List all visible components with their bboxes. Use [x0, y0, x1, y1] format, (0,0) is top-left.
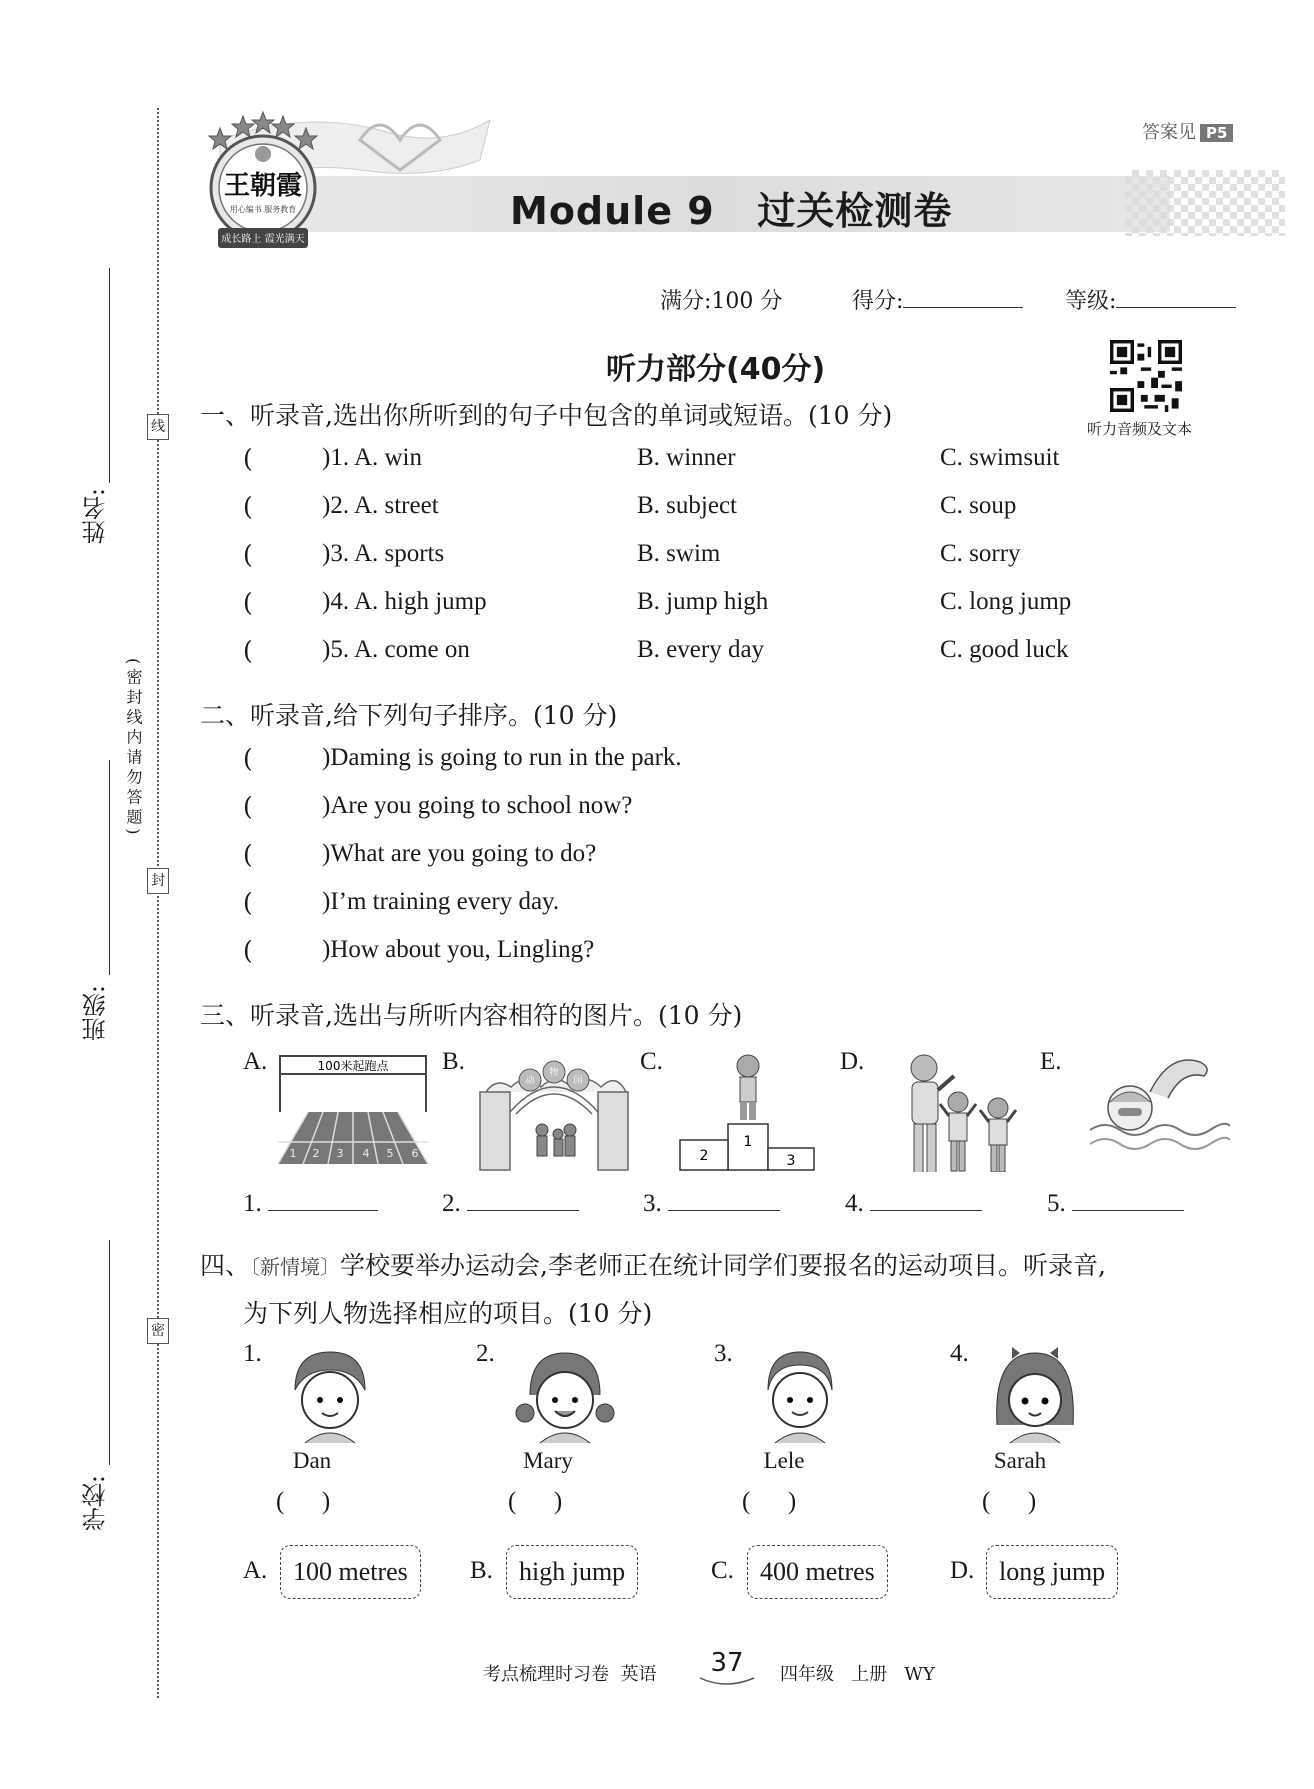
- zoo-gate-picture: [476, 1052, 632, 1172]
- option-a: )1. A. win: [322, 444, 422, 471]
- option-b: B. subject: [637, 492, 737, 519]
- person-number: 4.: [950, 1340, 969, 1367]
- lane-3: 3: [336, 1147, 344, 1160]
- option-b: B. every day: [637, 636, 765, 663]
- answer-paren[interactable]: (: [243, 936, 253, 965]
- person-name: Mary: [523, 1448, 573, 1473]
- part3-title: 三、听录音,选出与所听内容相符的图片。(10 分): [200, 1001, 743, 1030]
- person-name: Dan: [292, 1448, 332, 1473]
- part3-answer-4[interactable]: [845, 1190, 982, 1218]
- podium-picture: [678, 1052, 818, 1172]
- option-c: C. long jump: [940, 588, 1072, 615]
- answer-paren[interactable]: (: [243, 888, 253, 917]
- boy-face-icon: [740, 1345, 850, 1445]
- choice-letter-d: D.: [950, 1557, 975, 1584]
- choice-letter-c: C.: [711, 1557, 734, 1584]
- choice-letter-a: A.: [243, 1557, 268, 1584]
- page-number-underline: [698, 1676, 756, 1688]
- sentence: )Are you going to school now?: [322, 792, 633, 819]
- binding-char-seal: 封: [147, 868, 169, 894]
- score-field[interactable]: [852, 284, 1023, 315]
- name-field[interactable]: [109, 268, 110, 483]
- sentence: )What are you going to do?: [322, 840, 597, 867]
- option-c: C. good luck: [940, 636, 1069, 663]
- lane-2: 2: [312, 1147, 320, 1160]
- picture-letter-e: E.: [1040, 1048, 1062, 1075]
- lane-6: 6: [411, 1147, 419, 1160]
- page-title: Module 9 过关检测卷: [510, 189, 953, 233]
- answer-page-badge: P5: [1200, 124, 1233, 142]
- name-label: 姓名:: [82, 488, 110, 545]
- svg-text:动: 动: [525, 1076, 535, 1086]
- logo-banner-text: 成长路上 霞光满天: [221, 234, 305, 245]
- answer-paren[interactable]: ( ): [276, 1488, 331, 1515]
- lane-5: 5: [386, 1147, 394, 1160]
- qr-caption: 听力音频及文本: [1087, 420, 1193, 438]
- part2-title: 二、听录音,给下列句子排序。(10 分): [200, 701, 618, 730]
- option-a: )5. A. come on: [322, 636, 470, 663]
- qr-code-icon[interactable]: [1110, 340, 1182, 412]
- binding-char-line: 线: [147, 414, 169, 440]
- answer-number: 3.: [643, 1190, 662, 1217]
- grade-field[interactable]: [1065, 284, 1236, 315]
- choice-400-metres[interactable]: 400 metres: [747, 1545, 888, 1599]
- option-b: B. winner: [637, 444, 736, 471]
- sentence: )How about you, Lingling?: [322, 936, 595, 963]
- podium-2: 2: [699, 1148, 709, 1164]
- answer-number: 1.: [243, 1190, 262, 1217]
- option-a: )2. A. street: [322, 492, 439, 519]
- checker-decoration: [1125, 170, 1285, 236]
- page-number: 37: [710, 1648, 744, 1678]
- score-label: 得分:: [852, 289, 904, 314]
- part4-title-prefix: 四、: [200, 1251, 251, 1280]
- coach-and-kids-picture: [896, 1052, 1026, 1172]
- picture-letter-a: A.: [243, 1048, 268, 1075]
- part4-title-text: 学校要举办运动会,李老师正在统计同学们要报名的运动项目。听录音,: [340, 1251, 1106, 1280]
- answer-paren[interactable]: (: [243, 744, 253, 773]
- answer-paren[interactable]: ( ): [742, 1488, 797, 1515]
- answer-reference: [1142, 118, 1233, 144]
- sentence: )Daming is going to run in the park.: [322, 744, 682, 771]
- option-c: C. sorry: [940, 540, 1021, 567]
- answer-paren[interactable]: ( ): [508, 1488, 563, 1515]
- answer-paren[interactable]: ( ): [982, 1488, 1037, 1515]
- option-c: C. swimsuit: [940, 444, 1060, 471]
- option-b: B. swim: [637, 540, 721, 567]
- choice-high-jump[interactable]: high jump: [506, 1545, 638, 1599]
- grade-label: 等级:: [1065, 289, 1117, 314]
- binding-note: (密封线内请勿答题): [124, 658, 143, 839]
- part3-answer-3[interactable]: [643, 1190, 780, 1218]
- person-name: Sarah: [993, 1448, 1047, 1473]
- answer-paren[interactable]: (: [243, 636, 253, 665]
- answer-paren[interactable]: (: [243, 492, 253, 521]
- part3-answer-5[interactable]: [1047, 1190, 1184, 1218]
- answer-ref-label: 答案见: [1142, 122, 1196, 143]
- part3-answer-2[interactable]: [442, 1190, 579, 1218]
- svg-text:物: 物: [549, 1068, 559, 1078]
- choice-long-jump[interactable]: long jump: [986, 1545, 1118, 1599]
- logo-subtext: 用心编书 服务教育: [229, 205, 297, 214]
- part1-title: 一、听录音,选出你所听到的句子中包含的单词或短语。(10 分): [200, 401, 893, 430]
- answer-number: 2.: [442, 1190, 461, 1217]
- footer-left: 考点梳理时习卷 英语: [483, 1664, 657, 1685]
- class-field[interactable]: [109, 760, 110, 975]
- answer-paren[interactable]: (: [243, 444, 253, 473]
- picture-letter-c: C.: [640, 1048, 663, 1075]
- option-b: B. jump high: [637, 588, 769, 615]
- publisher-logo: [198, 108, 328, 256]
- answer-number: 5.: [1047, 1190, 1066, 1217]
- podium-3: 3: [786, 1153, 796, 1169]
- track-caption: 100米起跑点: [317, 1059, 389, 1073]
- boy-face-icon: [270, 1345, 380, 1445]
- picture-letter-d: D.: [840, 1048, 865, 1075]
- person-name: Lele: [763, 1448, 805, 1473]
- option-a: )3. A. sports: [322, 540, 445, 567]
- lane-1: 1: [289, 1147, 297, 1160]
- picture-letter-b: B.: [442, 1048, 465, 1075]
- school-label: 学校:: [82, 1475, 110, 1532]
- person-number: 2.: [476, 1340, 495, 1367]
- choice-100-metres[interactable]: 100 metres: [280, 1545, 421, 1599]
- answer-paren[interactable]: (: [243, 588, 253, 617]
- answer-paren[interactable]: (: [243, 792, 253, 821]
- swimmer-picture: [1090, 1052, 1230, 1172]
- school-field[interactable]: [109, 1240, 110, 1465]
- part4-title: [200, 1246, 1106, 1282]
- sentence: )I’m training every day.: [322, 888, 560, 915]
- svg-text:园: 园: [573, 1076, 583, 1086]
- answer-number: 4.: [845, 1190, 864, 1217]
- lane-4: 4: [362, 1147, 370, 1160]
- logo-text: 王朝霞: [223, 171, 303, 201]
- part3-answer-1[interactable]: [243, 1190, 378, 1218]
- binding-dotted-line: [157, 108, 159, 1698]
- binding-char-close: 密: [147, 1318, 169, 1344]
- podium-1: 1: [743, 1134, 753, 1150]
- person-number: 1.: [243, 1340, 262, 1367]
- running-track-picture: [278, 1052, 430, 1172]
- answer-paren[interactable]: (: [243, 540, 253, 569]
- part4-title-cont: 为下列人物选择相应的项目。(10 分): [243, 1299, 653, 1328]
- new-context-tag: 〔新情境〕: [250, 1255, 341, 1279]
- girl-face-icon: [975, 1345, 1085, 1445]
- full-score: 满分:100 分: [660, 289, 783, 314]
- class-label: 班级:: [82, 985, 110, 1042]
- listening-section-title: 听力部分(40分): [606, 352, 826, 387]
- choice-letter-b: B.: [470, 1557, 493, 1584]
- girl-face-icon: [505, 1345, 615, 1445]
- person-number: 3.: [714, 1340, 733, 1367]
- footer-right: 四年级 上册 WY: [780, 1664, 935, 1685]
- option-a: )4. A. high jump: [322, 588, 487, 615]
- answer-paren[interactable]: (: [243, 840, 253, 869]
- option-c: C. soup: [940, 492, 1017, 519]
